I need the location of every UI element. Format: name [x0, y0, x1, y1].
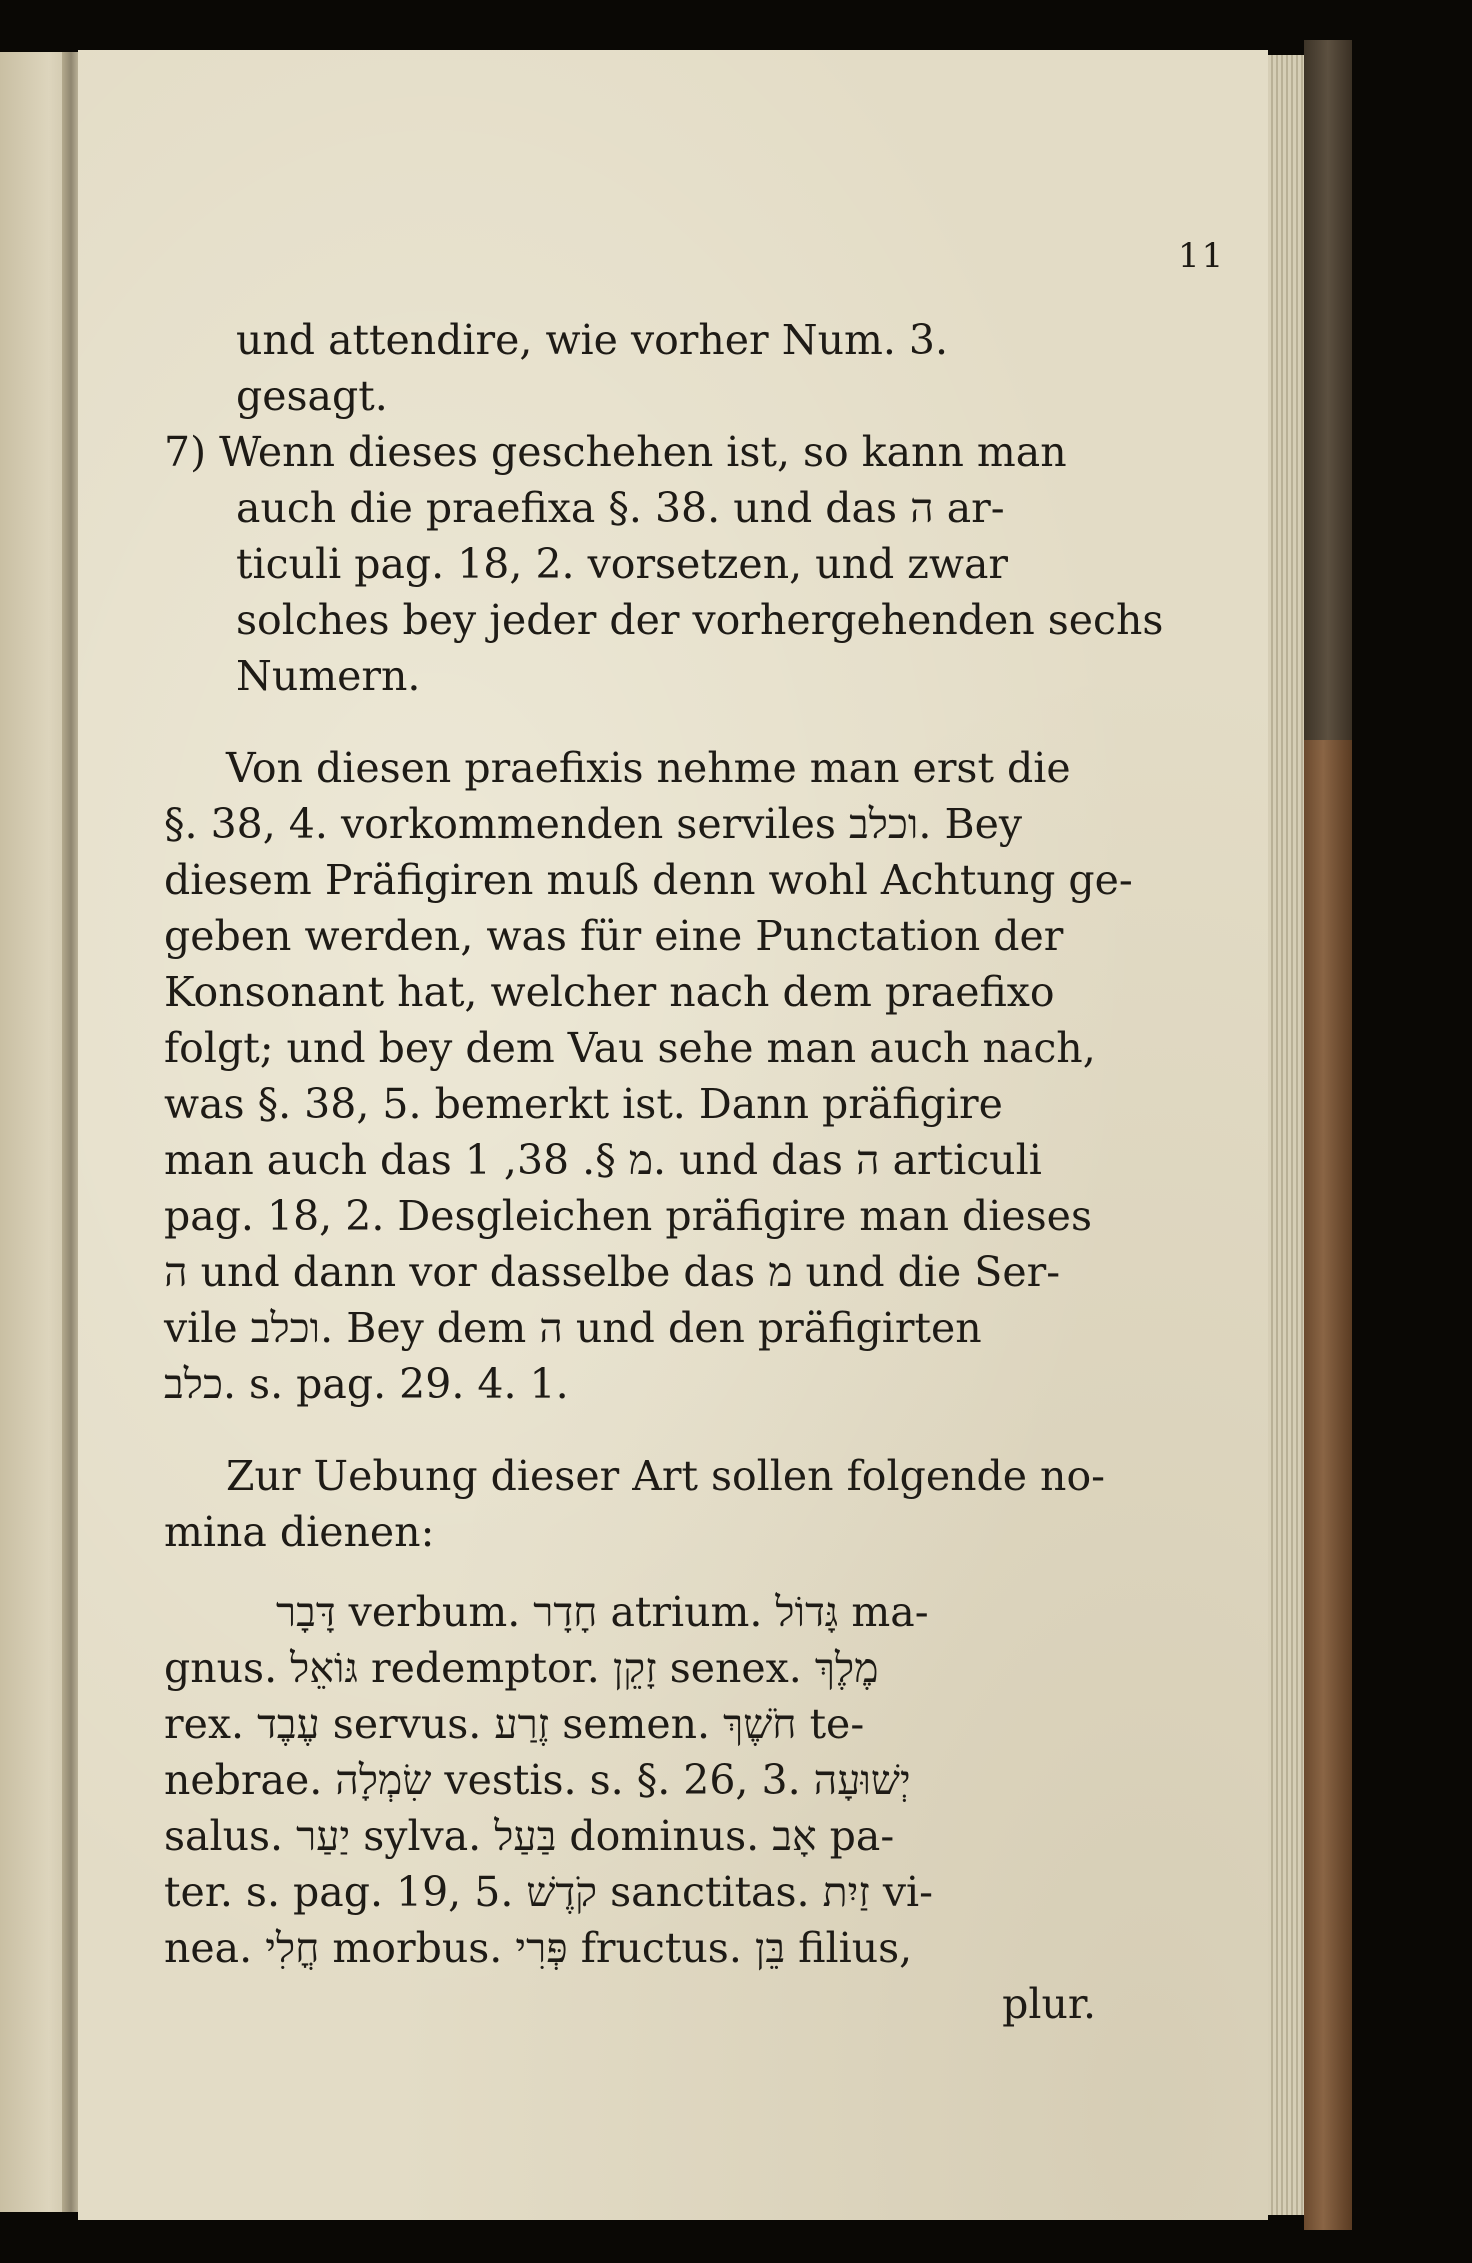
vocabulary-line: rex. עֶבֶד servus. זֶרַע semen. חֹשֶׁךְ te- — [164, 1700, 865, 1748]
text-line: mina dienen: — [164, 1508, 435, 1556]
text-line: diesem Präfigiren muß denn wohl Achtung ge- — [164, 856, 1133, 904]
vocabulary-line: דָּבָר verbum. חָדָר atrium. גָּדוֹל ma- — [276, 1588, 929, 1636]
text-line: ה und dann vor dasselbe das מ und die Ser- — [164, 1248, 1061, 1296]
text-line: ticuli pag. 18, 2. vorsetzen, und zwar — [236, 540, 1008, 588]
vocabulary-line: salus. יַעַר sylva. בַּעַל dominus. אָב pa- — [164, 1812, 895, 1860]
page-edges — [1268, 55, 1304, 2215]
text-line: man auch das מ §. 38, 1. und das ה articuli — [164, 1136, 1042, 1184]
vocabulary-line: plur. — [1002, 1980, 1096, 2028]
vocabulary-line: gnus. גּוֹאֵל redemptor. זָקֵן senex. מֶלֶךְ — [164, 1644, 879, 1692]
vocabulary-line: nea. חֳלִי morbus. פְּרִי fructus. בֵּן filius, — [164, 1924, 913, 1972]
text-line: vile וכלב. Bey dem ה und den präfigirten — [164, 1304, 982, 1352]
text-line: Zur Uebung dieser Art sollen folgende no- — [226, 1452, 1105, 1500]
book-cover-shadow — [1304, 40, 1352, 740]
text-line: auch die praefixa §. 38. und das ה ar- — [236, 484, 1005, 532]
text-line: pag. 18, 2. Desgleichen präfigire man dieses — [164, 1192, 1092, 1240]
vocabulary-line: nebrae. שִׂמְלָה vestis. s. §. 26, 3. יְשׁוּעָה — [164, 1756, 911, 1804]
text-line: was §. 38, 5. bemerkt ist. Dann präfigire — [164, 1080, 1003, 1128]
text-line: und attendire, wie vorher Num. 3. — [236, 316, 949, 364]
page-number: 11 — [1178, 236, 1226, 276]
text-line: gesagt. — [236, 372, 388, 420]
text-line: §. 38, 4. vorkommenden serviles וכלב. Bey — [164, 800, 1023, 848]
text-line: geben werden, was für eine Punctation der — [164, 912, 1064, 960]
page-text — [164, 312, 1164, 2032]
text-line: Konsonant hat, welcher nach dem praefixo — [164, 968, 1055, 1016]
text-line: כלב. s. pag. 29. 4. 1. — [164, 1360, 569, 1408]
text-line: 7) Wenn dieses geschehen ist, so kann man — [164, 428, 1067, 476]
text-line: Von diesen praefixis nehme man erst die — [226, 744, 1071, 792]
text-line: folgt; und bey dem Vau sehe man auch nach, — [164, 1024, 1096, 1072]
text-line: Numern. — [236, 652, 421, 700]
text-line: solches bey jeder der vorhergehenden sechs — [236, 596, 1164, 644]
vocabulary-line: ter. s. pag. 19, 5. קֹדֶשׁ sanctitas. זַיִת vi- — [164, 1868, 933, 1916]
facing-page-edge — [0, 52, 70, 2212]
